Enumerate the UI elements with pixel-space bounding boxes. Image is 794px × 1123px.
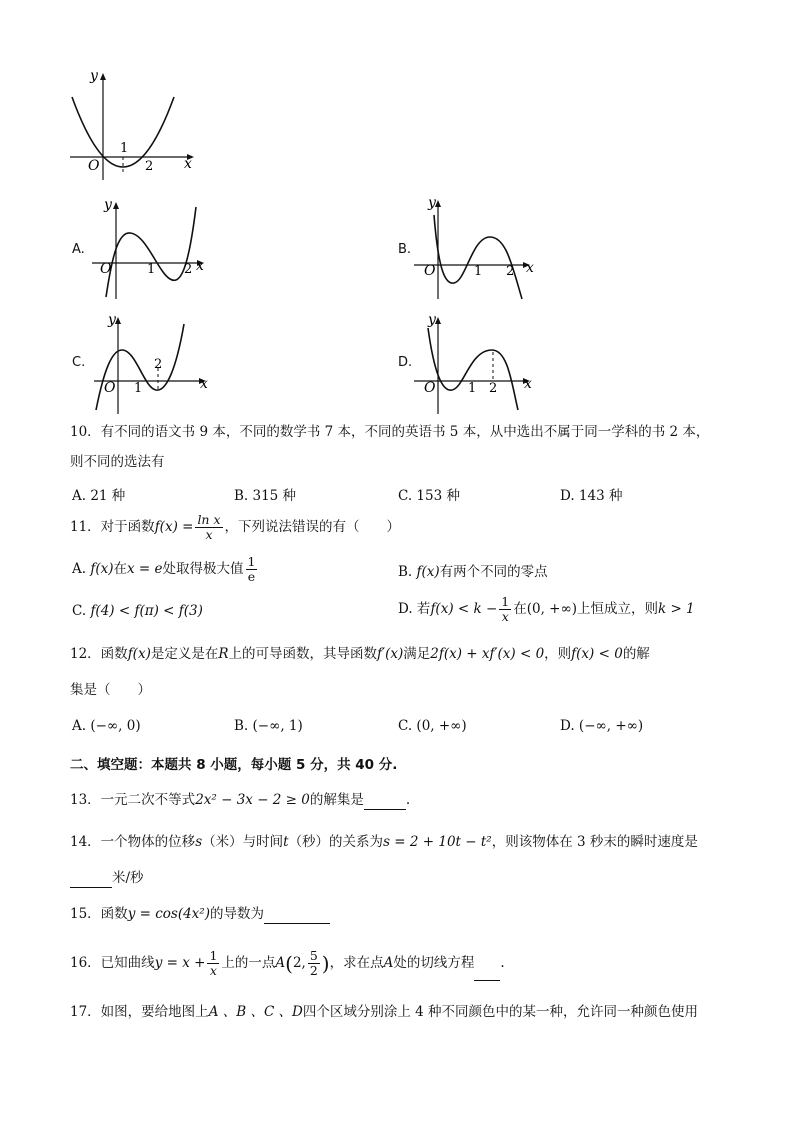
- q12-option-b[interactable]: B. (−∞, 1): [234, 718, 303, 734]
- tick-1-label: 1: [147, 262, 156, 277]
- graph-c-label: C.: [72, 355, 86, 370]
- q12-option-c[interactable]: C. (0, +∞): [398, 718, 467, 734]
- q11-opt-d-interval: (0, +∞): [526, 601, 577, 617]
- q17-stem: [70, 1003, 698, 1021]
- q16-point-name-2: A: [383, 955, 394, 971]
- q11-opt-a-den: e: [247, 569, 256, 584]
- q11-opt-a-label: A.: [72, 561, 87, 577]
- q16-point-den: 2: [309, 963, 318, 978]
- q13-expr: 2x² − 3x − 2 ≥ 0: [195, 792, 310, 808]
- q12-f: f(x): [127, 646, 151, 662]
- q11-opt-b-f: f(x): [416, 564, 440, 580]
- q12-stem: [70, 645, 650, 663]
- tick-2-label: 2: [154, 357, 163, 372]
- q12-ineq: f(x) < 0: [571, 646, 623, 662]
- tick-2-label: 2: [489, 381, 498, 396]
- tick-2-label: 2: [145, 159, 154, 174]
- q11-opt-d-expr: f(x) < k −: [430, 601, 498, 617]
- cubic-curve: [106, 207, 196, 297]
- q16-point-a: 2,: [292, 955, 306, 971]
- tick-2-label: 2: [184, 262, 193, 277]
- q13-stem: [70, 791, 410, 810]
- q16-fraction: [207, 949, 219, 978]
- q14-answer-blank[interactable]: [70, 869, 112, 888]
- q12-R: R: [218, 646, 229, 662]
- origin-label: O: [104, 380, 116, 396]
- y-label: y: [428, 312, 436, 328]
- derivative-graph-svg: [60, 62, 210, 182]
- q11-denominator: x: [205, 527, 213, 542]
- q15-expr: y = cos(4x²): [127, 906, 210, 922]
- q12-t5: 的解: [622, 646, 650, 662]
- tick-1-label: 1: [120, 141, 129, 156]
- q16-answer-blank[interactable]: [474, 946, 500, 981]
- y-label: y: [108, 312, 116, 328]
- q13-end: .: [405, 792, 411, 808]
- q12-option-d[interactable]: D. (−∞, +∞): [560, 718, 644, 734]
- q11-stem: [70, 512, 400, 542]
- tick-1-label: 1: [468, 381, 477, 396]
- graph-d-label: D.: [398, 355, 413, 370]
- q11-opt-a-num: 1: [247, 554, 256, 569]
- q11-fraction: [195, 513, 222, 542]
- cubic-curve: [434, 215, 522, 299]
- origin-label: O: [100, 261, 112, 277]
- q11-option-a[interactable]: [72, 554, 259, 584]
- graph-option-a[interactable]: [92, 197, 222, 302]
- q11-opt-a-f: f(x): [90, 561, 114, 577]
- q16-point-num: 5: [309, 948, 318, 963]
- y-axis-arrow: [113, 202, 119, 209]
- q14-expr: s = 2 + 10t − t²: [383, 834, 492, 850]
- q11-opt-a-mid: 在: [113, 561, 127, 577]
- q10-option-d[interactable]: D. 143 种: [560, 488, 623, 504]
- origin-label: O: [424, 263, 436, 279]
- q15-answer-blank[interactable]: [264, 905, 330, 924]
- q11-opt-d-text: 上恒成立，则: [576, 601, 658, 617]
- x-label: x: [184, 156, 192, 172]
- q14-t3: ，则该物体在 3 秒末的瞬时速度是: [491, 834, 698, 850]
- q11-opt-b-text: 有两个不同的零点: [439, 564, 548, 580]
- y-label: y: [104, 197, 112, 213]
- q12-line2: 集是（ ）: [70, 682, 151, 698]
- q14-line2-suffix: 米/秒: [112, 870, 144, 886]
- q12-option-a[interactable]: A. (−∞, 0): [72, 718, 141, 734]
- q15-prefix: 15．函数: [70, 906, 128, 922]
- q16-denominator: x: [209, 963, 217, 978]
- q11-opt-a-text: 处取得极大值: [162, 561, 244, 577]
- q16-left-paren: (: [285, 951, 293, 976]
- q11-prefix: 11．对于函数: [70, 519, 155, 535]
- q11-option-b[interactable]: [398, 560, 548, 580]
- q14-t2: （秒）的关系为: [288, 834, 384, 850]
- q16-t1: 上的一点: [221, 955, 276, 971]
- q11-opt-d-mid: 在: [513, 601, 527, 617]
- q11-option-d[interactable]: [398, 594, 695, 624]
- q11-opt-d-concl: k > 1: [657, 601, 695, 617]
- q12-t4: ，则: [544, 646, 572, 662]
- q12-t3: 满足: [403, 646, 431, 662]
- q12-cond: 2f(x) + xf′(x) < 0: [430, 646, 545, 662]
- q16-t3: 处的切线方程: [393, 955, 475, 971]
- cubic-curve: [96, 324, 184, 410]
- q11-opt-a-x: x = e: [127, 561, 163, 577]
- q14-line2: [70, 869, 144, 888]
- q17-suffix: 四个区域分别涂上 4 种不同颜色中的某一种，允许同一种颜色使用: [302, 1004, 699, 1020]
- q11-opt-d-num: 1: [501, 594, 510, 609]
- q10-option-b[interactable]: B. 315 种: [234, 488, 297, 504]
- cubic-curve: [428, 328, 518, 410]
- q11-opt-c-label: C.: [72, 603, 87, 619]
- y-axis-arrow: [100, 73, 106, 80]
- graph-b-label: B.: [398, 242, 412, 257]
- q11-opt-b-label: B.: [398, 564, 413, 580]
- tick-1-label: 1: [134, 381, 143, 396]
- q16-t2: ，求在点: [329, 955, 384, 971]
- q16-numerator: 1: [209, 948, 218, 963]
- graph-option-c[interactable]: [92, 310, 222, 415]
- q11-opt-d-label: D. 若: [398, 601, 431, 617]
- q16-point-fraction: [308, 949, 320, 978]
- q12-prefix: 12．函数: [70, 646, 128, 662]
- q13-answer-blank[interactable]: [364, 791, 406, 810]
- q11-func: f(x) =: [154, 519, 194, 535]
- q11-option-c[interactable]: [72, 603, 203, 619]
- q17-prefix: 17．如图，要给地图上: [70, 1004, 209, 1020]
- tick-1-label: 1: [474, 264, 483, 279]
- q16-prefix: 16．已知曲线: [70, 955, 155, 971]
- x-label: x: [524, 376, 532, 392]
- section-2-heading: 二、填空题：本题共 8 小题，每小题 5 分，共 40 分.: [70, 757, 398, 773]
- origin-label: O: [424, 380, 436, 396]
- q16-stem: [70, 946, 505, 981]
- graph-option-b[interactable]: [414, 195, 544, 300]
- graph-option-d[interactable]: [414, 310, 544, 415]
- q10-line2: 则不同的选法有: [70, 454, 165, 470]
- q13-prefix: 13．一元二次不等式: [70, 792, 196, 808]
- q17-regions: A 、B 、C 、D: [208, 1004, 303, 1020]
- q11-opt-d-den: x: [501, 609, 509, 624]
- q14-t1: （米）与时间: [202, 834, 284, 850]
- q14-s: s: [195, 834, 203, 850]
- q16-end: .: [500, 955, 505, 971]
- q12-fp: f′(x): [377, 646, 404, 662]
- q16-expr: y = x +: [154, 955, 206, 971]
- q16-right-paren: ): [321, 951, 330, 976]
- q11-opt-c-expr: f(4) < f(π) < f(3): [90, 603, 203, 619]
- q15-stem: [70, 905, 330, 924]
- q14-stem: [70, 833, 698, 851]
- q14-t: t: [283, 834, 289, 850]
- q11-opt-a-fraction: [246, 555, 258, 584]
- tick-2-label: 2: [506, 264, 515, 279]
- y-label: y: [90, 68, 98, 84]
- x-label: x: [196, 258, 204, 274]
- q11-opt-d-fraction: [499, 595, 511, 624]
- q12-t1: 是定义是在: [150, 646, 219, 662]
- q12-t2: 上的可导函数，其导函数: [228, 646, 378, 662]
- q10-option-a[interactable]: A. 21 种: [72, 488, 126, 504]
- x-label: x: [526, 260, 534, 276]
- q10-line1: 10．有不同的语文书 9 本，不同的数学书 7 本，不同的英语书 5 本，从中选出不属于同一学科的书 2 本，: [70, 424, 710, 440]
- graph-a-label: A.: [72, 242, 85, 257]
- y-label: y: [428, 195, 436, 211]
- q13-suffix: 的解集是: [309, 792, 364, 808]
- derivative-graph: [60, 62, 210, 182]
- q11-suffix: ，下列说法错误的有（ ）: [224, 519, 401, 535]
- x-label: x: [200, 376, 208, 392]
- q11-numerator: ln x: [197, 512, 221, 527]
- q15-suffix: 的导数为: [209, 906, 264, 922]
- q10-option-c[interactable]: C. 153 种: [398, 488, 460, 504]
- origin-label: O: [88, 158, 100, 174]
- q14-prefix: 14．一个物体的位移: [70, 834, 196, 850]
- q16-point-name: A: [275, 955, 286, 971]
